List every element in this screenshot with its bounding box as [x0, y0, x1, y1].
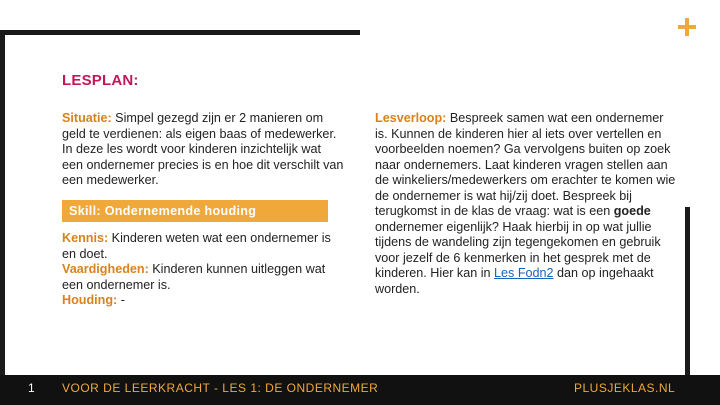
lesverloop-label: Lesverloop:	[375, 111, 447, 125]
skill-banner: Skill: Ondernemende houding	[62, 200, 328, 222]
kennis-paragraph	[62, 231, 344, 262]
vaardigheden-paragraph	[62, 262, 344, 293]
lesverloop-text-1: Bespreek samen wat een ondernemer is. Kunnen de kinderen hier al iets over vertellen en voorbeelden noemen? Ga vervolgens buiten op zoek naar ondernemers. Laat kinderen vragen stellen aan de winkeliers/medewerkers om erachter te komen wie de ondernemer is wat hij/zij doet. Bespreek bij terugkomst in de klas de vraag: wat is een	[375, 111, 676, 218]
situatie-text: Simpel gezegd zijn er 2 manieren om geld te verdienen: als eigen baas of medewerker. In deze les wordt voor kinderen inzichtelijk wat een ondernemer precies is en hoe dit verschilt van een medewerker.	[62, 111, 344, 187]
houding-text: -	[117, 293, 125, 307]
lesverloop-paragraph	[375, 111, 677, 297]
lesverloop-text-3: dan op ingehaakt worden.	[375, 266, 654, 296]
left-column	[62, 111, 344, 189]
vaardigheden-label: Vaardigheden:	[62, 262, 149, 276]
lesverloop-text-2: ondernemer eigenlijk? Haak hierbij in op wat jullie tijdens de wandeling zijn tegengekomen en gebruik voor jezelf de 6 kenmerken in het gesprek met de kinderen. Hier kan in	[375, 219, 661, 280]
footer-brand: PLUSJEKLAS.NL	[574, 381, 676, 395]
situatie-label: Situatie:	[62, 111, 112, 125]
vaardigheden-text: Kinderen kunnen uitleggen wat een ondernemer is.	[62, 262, 326, 292]
kennis-text: Kinderen weten wat een ondernemer is en doet.	[62, 231, 331, 261]
houding-label: Houding:	[62, 293, 118, 307]
lesson-link[interactable]: Les Fodn2	[494, 266, 554, 280]
top-divider	[0, 30, 360, 35]
footer-lesson-title: VOOR DE LEERKRACHT - LES 1: DE ONDERNEMER	[62, 381, 379, 395]
right-divider	[685, 207, 690, 375]
lesverloop-emphasis: goede	[613, 204, 651, 218]
page-title: LESPLAN:	[62, 72, 139, 89]
left-divider	[0, 30, 5, 375]
page-number: 1	[28, 381, 35, 395]
right-column	[375, 111, 677, 297]
situatie-paragraph	[62, 111, 344, 189]
kennis-label: Kennis:	[62, 231, 109, 245]
left-column-details	[62, 231, 344, 309]
plus-icon	[678, 18, 696, 36]
houding-paragraph	[62, 293, 344, 309]
